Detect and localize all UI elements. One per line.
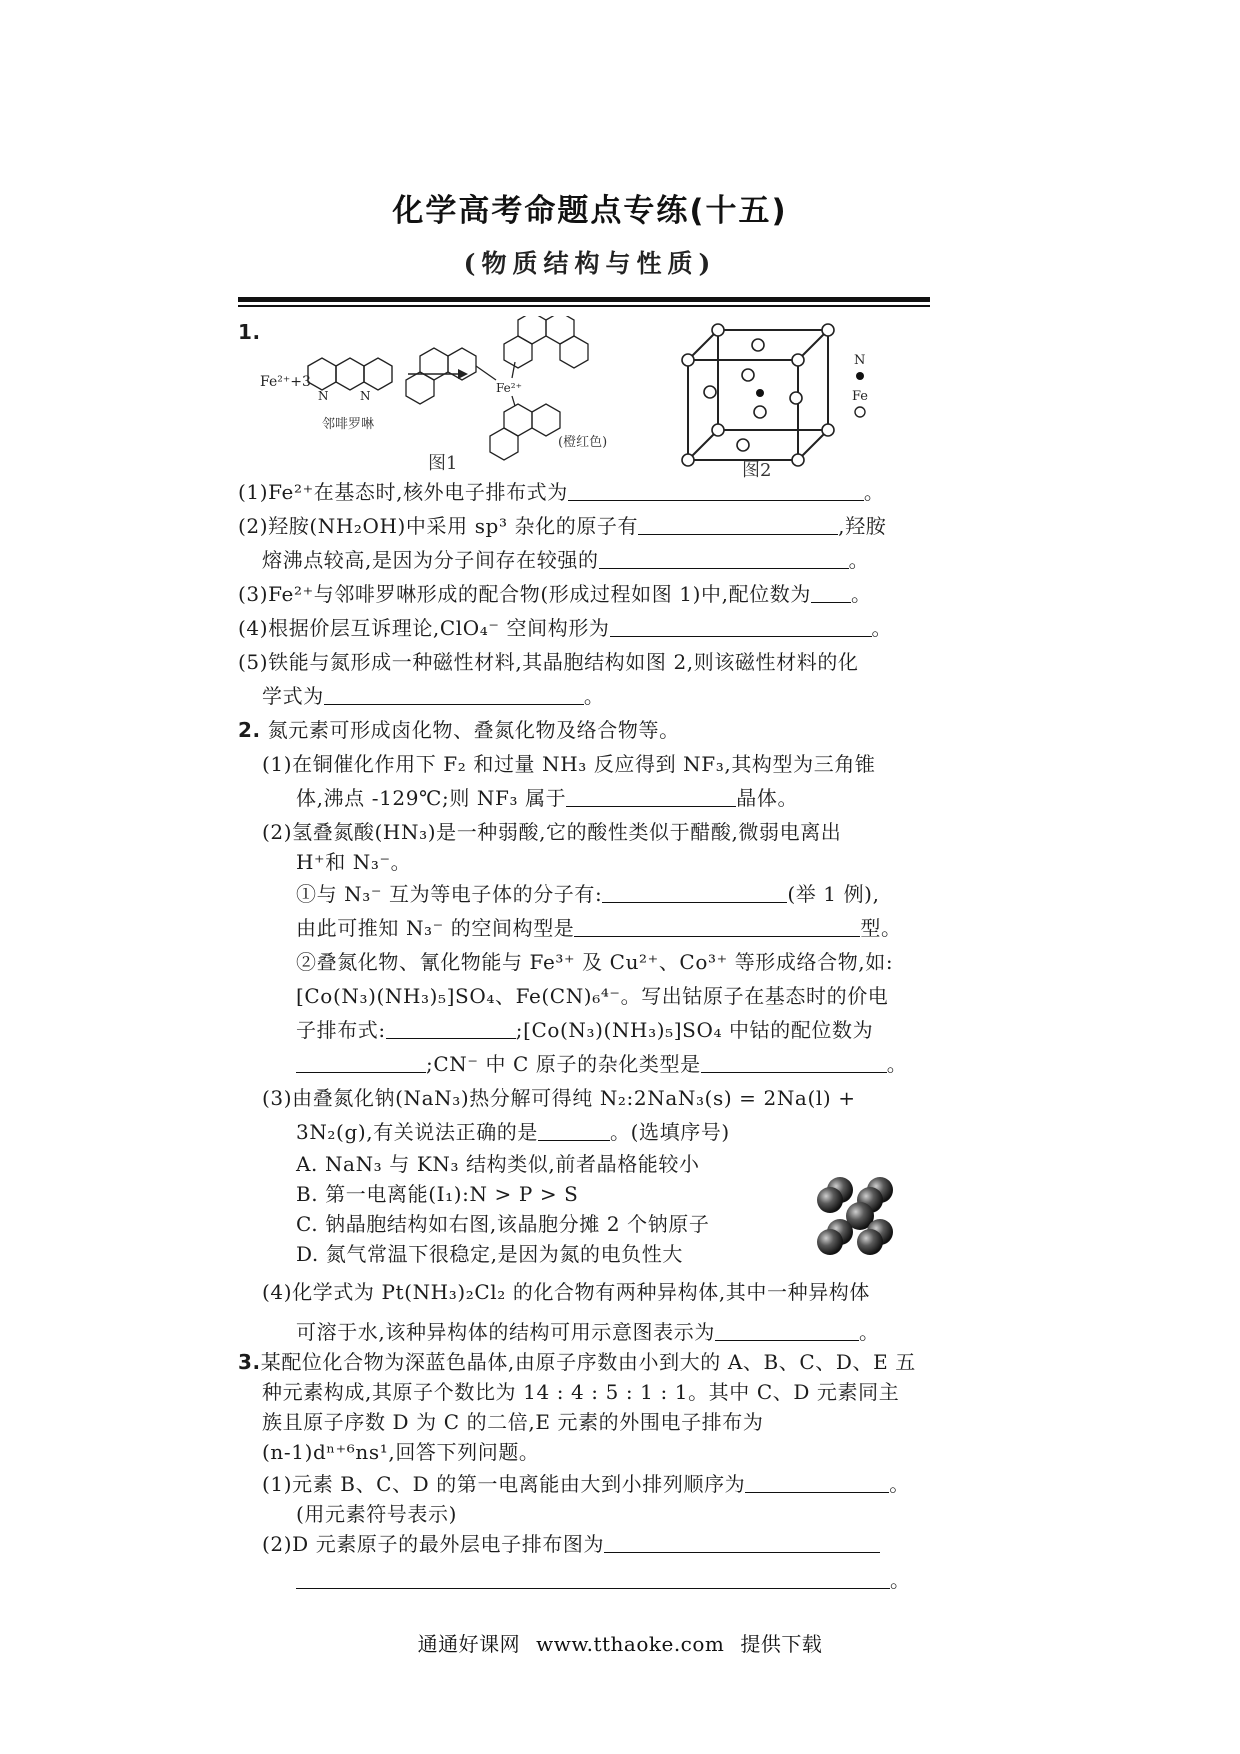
q2-sub2-line2: [Co(N₃)(NH₃)₅]SO₄、Fe(CN)₆⁴⁻。写出钴原子在基态时的价电 bbox=[296, 984, 889, 1008]
q1-part2-cont-text: 熔沸点较高,是因为分子间存在较强的 bbox=[262, 548, 599, 572]
q2-option-a: A. NaN₃ 与 KN₃ 结构类似,前者晶格能较小 bbox=[296, 1152, 700, 1176]
q1-part5-cont-text: 学式为 bbox=[262, 684, 324, 708]
figure2-crystal-cell bbox=[678, 320, 878, 470]
q3-part2 bbox=[262, 1530, 880, 1558]
header-rule-thick bbox=[238, 297, 930, 302]
q2-part3-tail: 。(选填序号) bbox=[610, 1120, 730, 1144]
q2-sub1-text: ①与 N₃⁻ 互为等电子体的分子有: bbox=[296, 882, 603, 906]
q3-stem-line2: 种元素构成,其原子个数比为 14 : 4 : 5 : 1 : 1。其中 C、D 元素同主 bbox=[262, 1380, 900, 1404]
header-rule-thin bbox=[238, 305, 930, 307]
q3-part2-text: (2)D 元素原子的最外层电子排布图为 bbox=[262, 1532, 605, 1556]
answer-blank[interactable] bbox=[538, 1120, 610, 1141]
n-atom bbox=[756, 389, 764, 397]
q2-option-b: B. 第一电离能(I₁):N > P > S bbox=[296, 1182, 579, 1206]
q1-part4: (4)根据价层互诉理论,ClO₄⁻ 空间构形为 。 bbox=[238, 616, 893, 640]
q2-part3: (3)由叠氮化钠(NaN₃)热分解可得纯 N₂:2NaN₃(s) = 2Na(l) + bbox=[262, 1086, 856, 1110]
q2-sub1 bbox=[296, 880, 880, 908]
q3-part1-note: (用元素符号表示) bbox=[296, 1502, 458, 1526]
answer-blank[interactable] bbox=[296, 1052, 426, 1073]
q1-part1: (1)Fe²⁺在基态时,核外电子排布式为 。 bbox=[238, 480, 885, 504]
answer-blank[interactable] bbox=[568, 480, 864, 501]
q2-part2-cont: H⁺和 N₃⁻。 bbox=[296, 850, 412, 874]
q2-stem bbox=[238, 716, 680, 744]
phenanthroline-structure bbox=[308, 358, 392, 390]
q3-stem-line3: 族且原子序数 D 为 C 的二倍,E 元素的外围电子排布为 bbox=[262, 1410, 764, 1434]
answer-blank[interactable] bbox=[604, 1532, 880, 1553]
page-footer bbox=[0, 1628, 1240, 1657]
q3-stem-line4: (n-1)dⁿ⁺⁶ns¹,回答下列问题。 bbox=[262, 1440, 540, 1464]
q2-number: 2. bbox=[238, 718, 261, 742]
answer-blank[interactable] bbox=[296, 1568, 890, 1589]
page-title: 化学高考命题点专练(十五) bbox=[392, 193, 788, 229]
figure1-caption: 图1 bbox=[428, 453, 458, 474]
page-subtitle: (物质结构与性质) bbox=[463, 249, 717, 278]
answer-blank[interactable] bbox=[566, 786, 736, 807]
q1-part2-cont: 熔沸点较高,是因为分子间存在较强的 。 bbox=[262, 548, 870, 572]
q3-part2-cont: 。 bbox=[296, 1566, 911, 1594]
answer-blank[interactable] bbox=[324, 684, 584, 705]
q1-part1-text: (1)Fe²⁺在基态时,核外电子排布式为 bbox=[238, 480, 568, 504]
figure2-caption: 图2 bbox=[742, 460, 772, 481]
q1-number: 1. bbox=[238, 320, 261, 344]
answer-blank[interactable] bbox=[602, 882, 787, 903]
q2-part1: (1)在铜催化作用下 F₂ 和过量 NH₃ 反应得到 NF₃,其构型为三角锥 bbox=[262, 752, 876, 776]
q2-stem-text: 氮元素可形成卤化物、叠氮化物及络合物等。 bbox=[267, 718, 680, 742]
answer-blank[interactable] bbox=[599, 548, 849, 569]
q2-sub1-cont-text: 由此可推知 N₃⁻ 的空间构型是 bbox=[296, 916, 575, 940]
answer-blank[interactable] bbox=[386, 1018, 516, 1039]
q2-sub1-cont bbox=[296, 914, 902, 942]
q1-part3: (3)Fe²⁺与邻啡罗啉形成的配合物(形成过程如图 1)中,配位数为 。 bbox=[238, 582, 872, 606]
q1-part2 bbox=[238, 512, 886, 540]
q1-part2-tail: ,羟胺 bbox=[838, 514, 887, 538]
q2-sub2: ②叠氮化物、氰化物能与 Fe³⁺ 及 Cu²⁺、Co³⁺ 等形成络合物,如: bbox=[296, 950, 894, 974]
answer-blank[interactable] bbox=[811, 582, 851, 603]
q1-part4-text: (4)根据价层互诉理论,ClO₄⁻ 空间构形为 bbox=[238, 616, 610, 640]
answer-blank[interactable] bbox=[638, 514, 838, 535]
answer-blank[interactable] bbox=[610, 616, 872, 637]
legend-fe-circle-icon bbox=[855, 407, 865, 417]
fig2-legend-fe: Fe bbox=[852, 389, 869, 404]
footer-note: 提供下载 bbox=[740, 1632, 823, 1656]
q2-part2: (2)氢叠氮酸(HN₃)是一种弱酸,它的酸性类似于醋酸,微弱电离出 bbox=[262, 820, 842, 844]
q1-part2-text: (2)羟胺(NH₂OH)中采用 sp³ 杂化的原子有 bbox=[238, 514, 639, 538]
fig2-legend-n: N bbox=[854, 353, 866, 368]
q2-part3-cont-text: 3N₂(g),有关说法正确的是 bbox=[296, 1120, 539, 1144]
q2-sub1-tail: (举 1 例), bbox=[787, 882, 880, 906]
sodium-cell-image bbox=[814, 1176, 906, 1256]
q2-sub2-line3-text: 子排布式: bbox=[296, 1018, 386, 1042]
answer-blank[interactable] bbox=[701, 1052, 887, 1073]
legend-n-dot-icon bbox=[856, 372, 864, 380]
q2-sub2-line3-tail: ;[Co(N₃)(NH₃)₅]SO₄ 中钴的配位数为 bbox=[515, 1018, 874, 1042]
q1-part5-cont: 学式为 。 bbox=[262, 684, 605, 708]
q3-number: 3. bbox=[238, 1350, 261, 1374]
fig1-ligand-n1: N bbox=[318, 389, 329, 403]
fig1-center: Fe²⁺ bbox=[496, 381, 522, 395]
answer-blank[interactable] bbox=[715, 1320, 859, 1341]
footer-site: 通通好课网 bbox=[417, 1632, 521, 1656]
footer-url[interactable]: www.tthaoke.com bbox=[536, 1632, 725, 1656]
q2-sub2-line4-text: ;CN⁻ 中 C 原子的杂化类型是 bbox=[426, 1052, 701, 1076]
q2-option-d: D. 氮气常温下很稳定,是因为氮的电负性大 bbox=[296, 1242, 683, 1266]
q1-part5: (5)铁能与氮形成一种磁性材料,其晶胞结构如图 2,则该磁性材料的化 bbox=[238, 650, 859, 674]
answer-blank[interactable] bbox=[745, 1472, 889, 1493]
q3-part1: (1)元素 B、C、D 的第一电离能由大到小排列顺序为 。 bbox=[262, 1472, 910, 1496]
q3-stem-line1 bbox=[238, 1348, 916, 1376]
fig1-color-note: (橙红色) bbox=[558, 435, 608, 450]
q2-part1-tail: 晶体。 bbox=[736, 786, 799, 810]
answer-blank[interactable] bbox=[574, 916, 860, 937]
q2-option-c: C. 钠晶胞结构如右图,该晶胞分摊 2 个钠原子 bbox=[296, 1212, 710, 1236]
q2-part4-cont: 可溶于水,该种异构体的结构可用示意图表示为 。 bbox=[296, 1320, 880, 1344]
fig1-reactant: Fe²⁺+3 bbox=[260, 374, 311, 390]
q1-part3-text: (3)Fe²⁺与邻啡罗啉形成的配合物(形成过程如图 1)中,配位数为 bbox=[238, 582, 811, 606]
q2-sub2-line4: ;CN⁻ 中 C 原子的杂化类型是 。 bbox=[296, 1050, 907, 1078]
figure1-reaction bbox=[260, 316, 680, 466]
q2-sub2-line3 bbox=[296, 1016, 873, 1044]
q2-part3-cont bbox=[296, 1118, 730, 1146]
q2-part1-cont bbox=[296, 784, 798, 812]
q2-part4: (4)化学式为 Pt(NH₃)₂Cl₂ 的化合物有两种异构体,其中一种异构体 bbox=[262, 1280, 870, 1304]
q3-stem-line1-text: 某配位化合物为深蓝色晶体,由原子序数由小到大的 A、B、C、D、E 五 bbox=[260, 1350, 916, 1374]
fig1-ligand-name: 邻啡罗啉 bbox=[322, 417, 375, 432]
fig1-ligand-n2: N bbox=[360, 389, 371, 403]
q2-sub1-cont-tail: 型。 bbox=[860, 916, 902, 940]
q2-part1-cont-text: 体,沸点 -129℃;则 NF₃ 属于 bbox=[296, 786, 567, 810]
q3-part1-text: (1)元素 B、C、D 的第一电离能由大到小排列顺序为 bbox=[262, 1472, 746, 1496]
q2-part4-cont-text: 可溶于水,该种异构体的结构可用示意图表示为 bbox=[296, 1320, 715, 1344]
